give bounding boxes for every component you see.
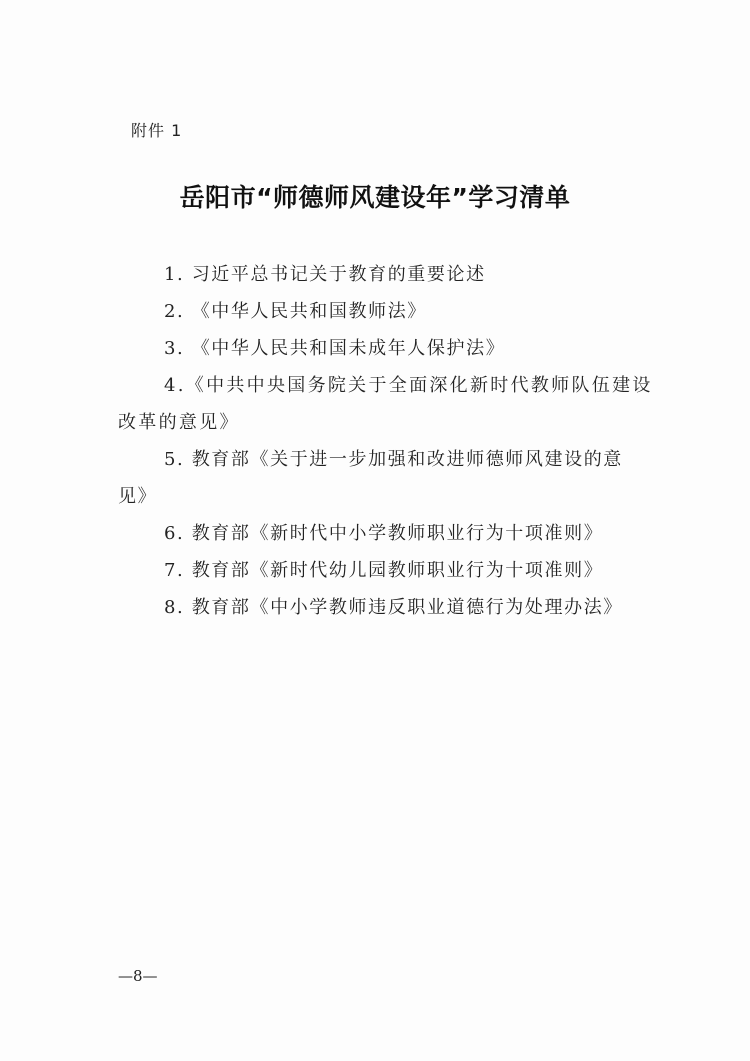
list-item: 3. 《中华人民共和国未成年人保护法》	[164, 338, 506, 359]
list-item: 8. 教育部《中小学教师违反职业道德行为处理办法》	[164, 597, 623, 618]
list-item: 5. 教育部《关于进一步加强和改进师德师风建设的意见》	[118, 449, 623, 507]
list-item: 1. 习近平总书记关于教育的重要论述	[164, 264, 486, 285]
list-item: 7. 教育部《新时代幼儿园教师职业行为十项准则》	[164, 560, 604, 581]
attachment-label: 附件 1	[131, 121, 183, 140]
page-number: —8—	[118, 967, 158, 985]
list-item: 6. 教育部《新时代中小学教师职业行为十项准则》	[164, 523, 604, 544]
list-item: 2. 《中华人民共和国教师法》	[164, 301, 427, 322]
study-list	[118, 256, 653, 626]
list-item: 4.《中共中央国务院关于全面深化新时代教师队伍建设改革的意见》	[118, 375, 653, 433]
document-title: 岳阳市“师德师风建设年”学习清单	[179, 183, 571, 212]
